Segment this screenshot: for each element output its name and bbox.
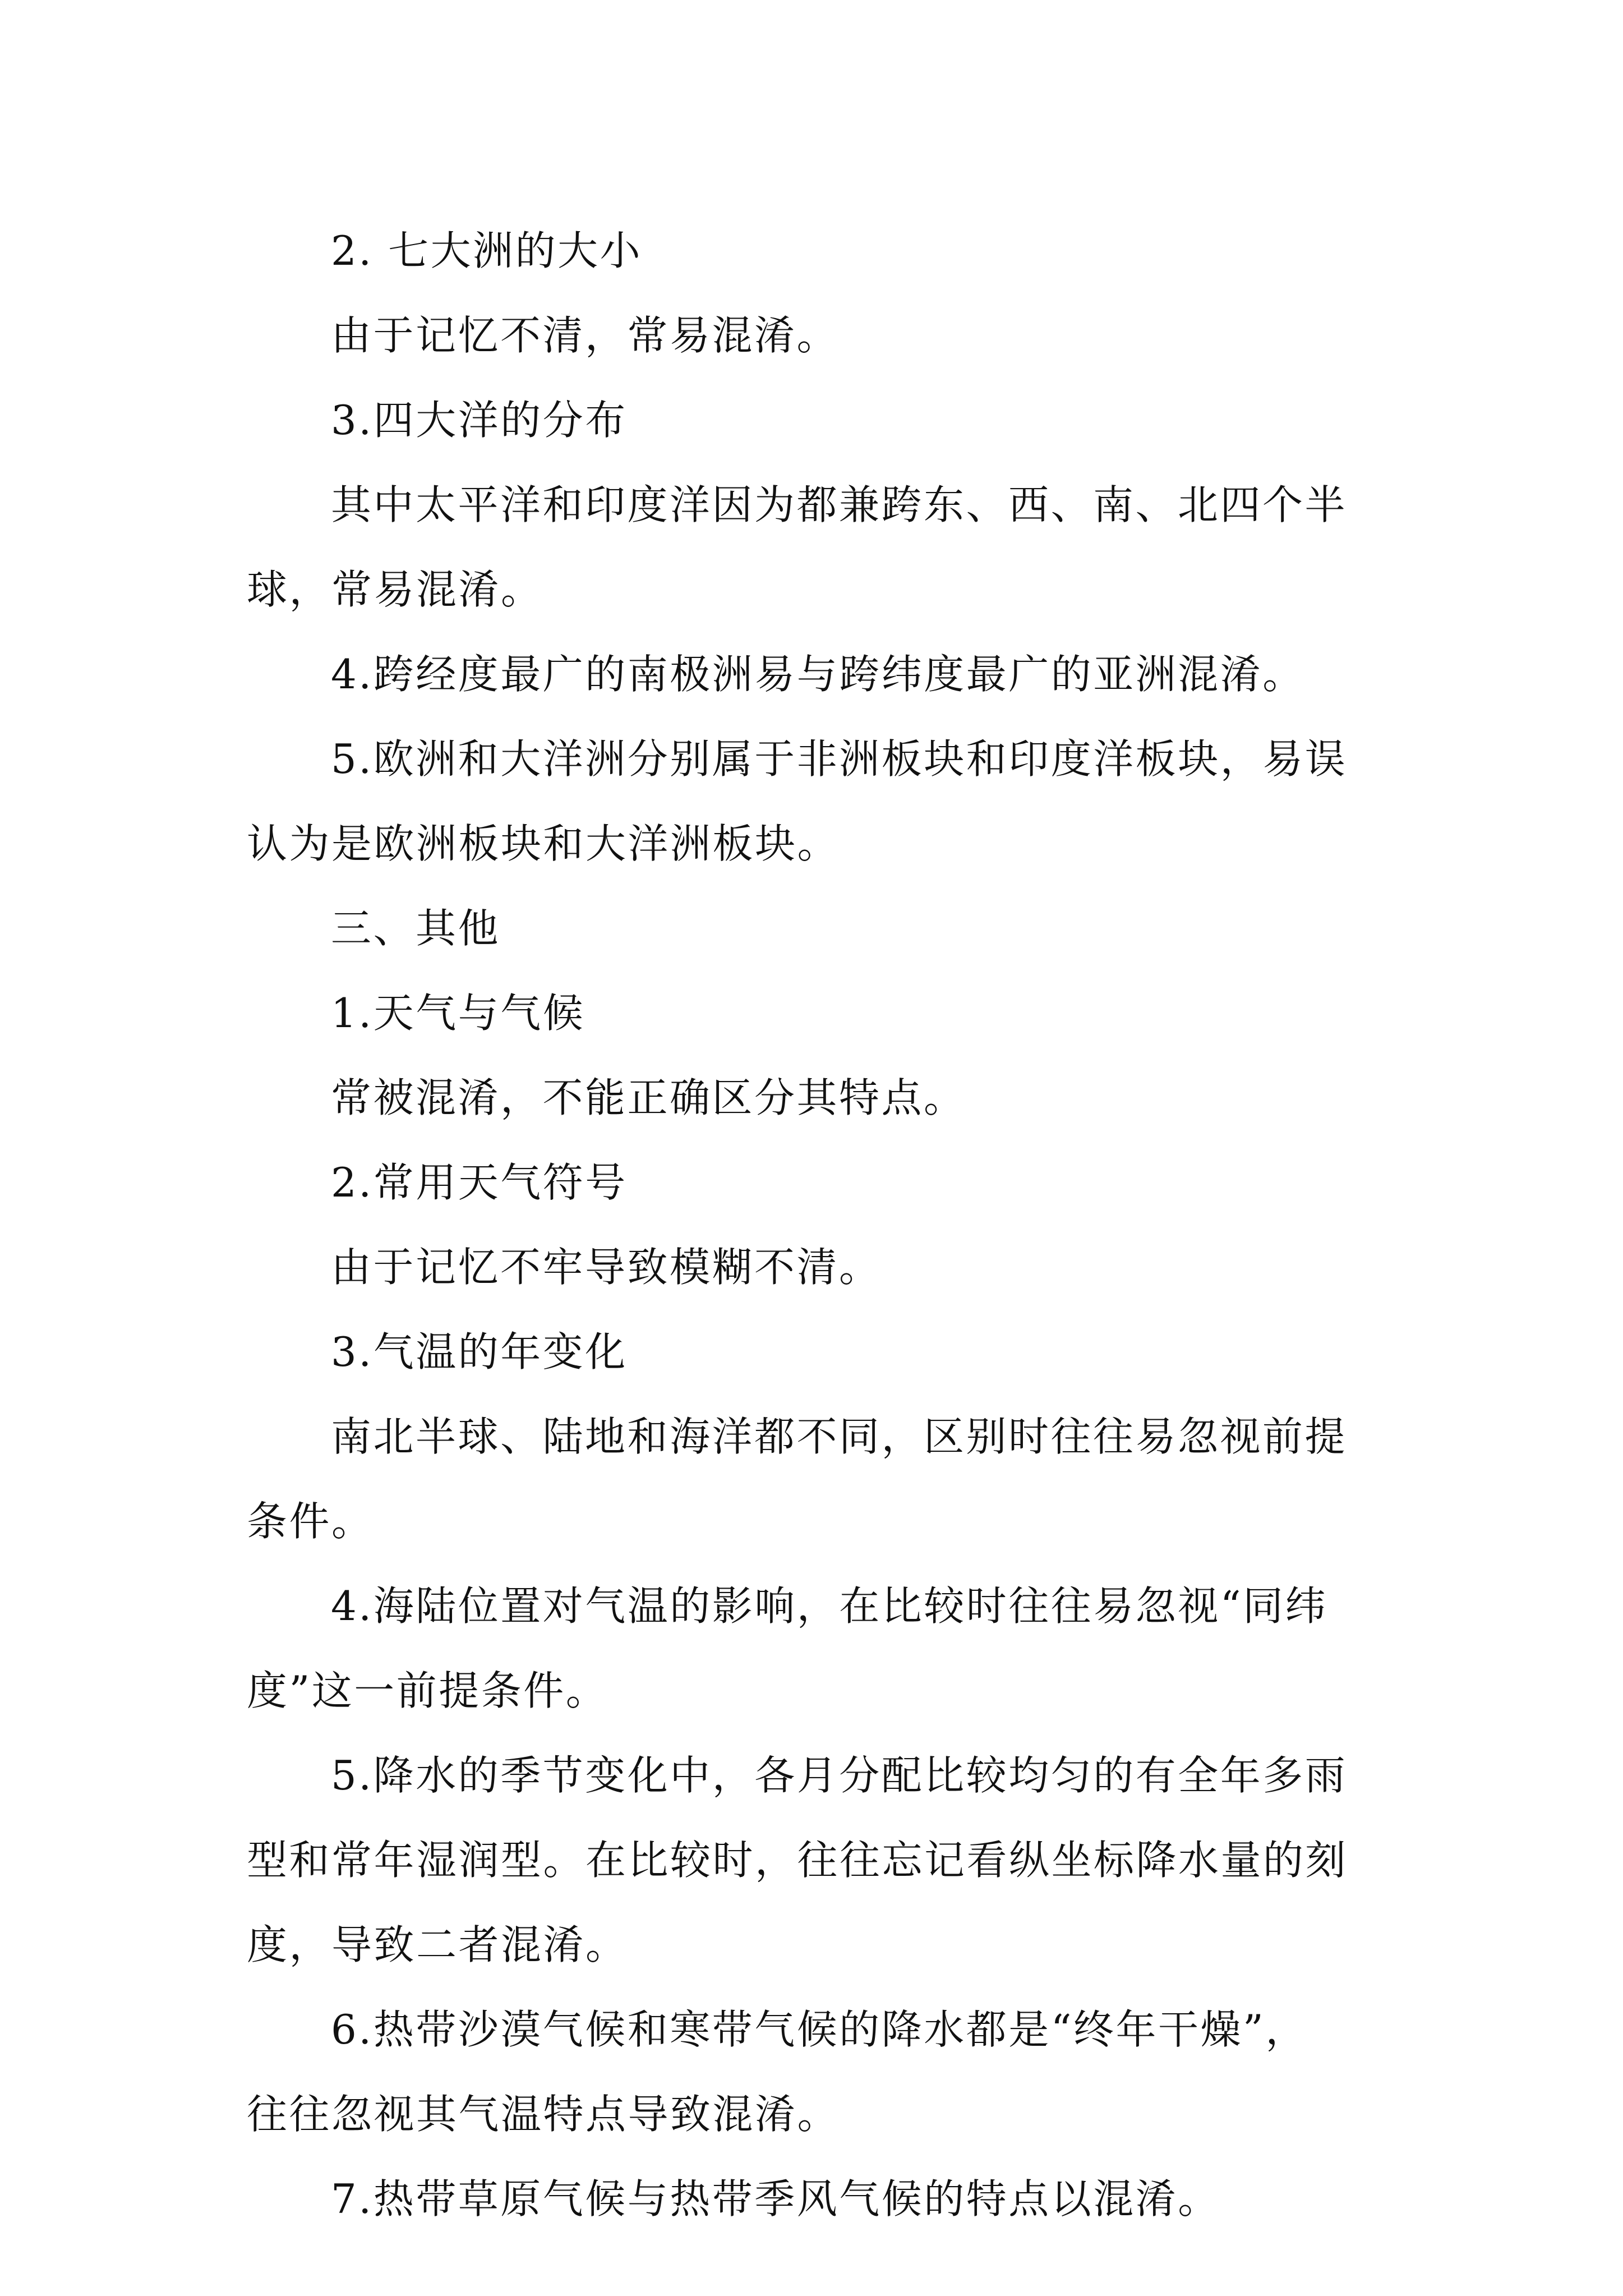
paragraph-line: 度，导致二者混淆。 [247, 1921, 628, 1968]
paragraph-line: 常被混淆，不能正确区分其特点。 [331, 1074, 966, 1121]
paragraph-line: 其中太平洋和印度洋因为都兼跨东、西、南、北四个半 [331, 481, 1348, 528]
heading-annual-temperature: 3.气温的年变化 [331, 1328, 628, 1375]
paragraph-line: 4.海陆位置对气温的影响，在比较时往往易忽视“同纬 [331, 1582, 1328, 1630]
paragraph-line: 球，常易混淆。 [247, 566, 543, 613]
paragraph-line: 由于记忆不清，常易混淆。 [331, 312, 840, 359]
paragraph-line: 度”这一前提条件。 [247, 1667, 608, 1714]
paragraph-line: 条件。 [247, 1498, 374, 1545]
paragraph-line: 5.欧洲和大洋洲分别属于非洲板块和印度洋板块，易误 [331, 735, 1348, 783]
paragraph-line: 4.跨经度最广的南极洲易与跨纬度最广的亚洲混淆。 [331, 651, 1305, 698]
paragraph-line: 型和常年湿润型。在比较时，往往忘记看纵坐标降水量的刻 [247, 1837, 1348, 1884]
heading-weather-climate: 1.天气与气候 [331, 990, 585, 1037]
heading-ocean-distribution: 3.四大洋的分布 [331, 397, 628, 444]
paragraph-line: 由于记忆不牢导致模糊不清。 [331, 1244, 882, 1291]
paragraph-line: 6.热带沙漠气候和寒带气候的降水都是“终年干燥”， [331, 2006, 1308, 2053]
document-body [247, 209, 1391, 2242]
paragraph-line: 7.热带草原气候与热带季风气候的特点以混淆。 [331, 2175, 1220, 2223]
heading-weather-symbols: 2.常用天气符号 [331, 1159, 628, 1206]
section-heading-other: 三、其他 [331, 905, 501, 952]
paragraph-line: 认为是欧洲板块和大洋洲板块。 [247, 820, 840, 867]
paragraph-line: 往往忽视其气温特点导致混淆。 [247, 2091, 840, 2138]
paragraph-line: 5.降水的季节变化中，各月分配比较均匀的有全年多雨 [331, 1752, 1348, 1799]
heading-continent-sizes: 2. 七大洲的大小 [331, 227, 643, 274]
paragraph-line: 南北半球、陆地和海洋都不同，区别时往往易忽视前提 [331, 1413, 1348, 1460]
